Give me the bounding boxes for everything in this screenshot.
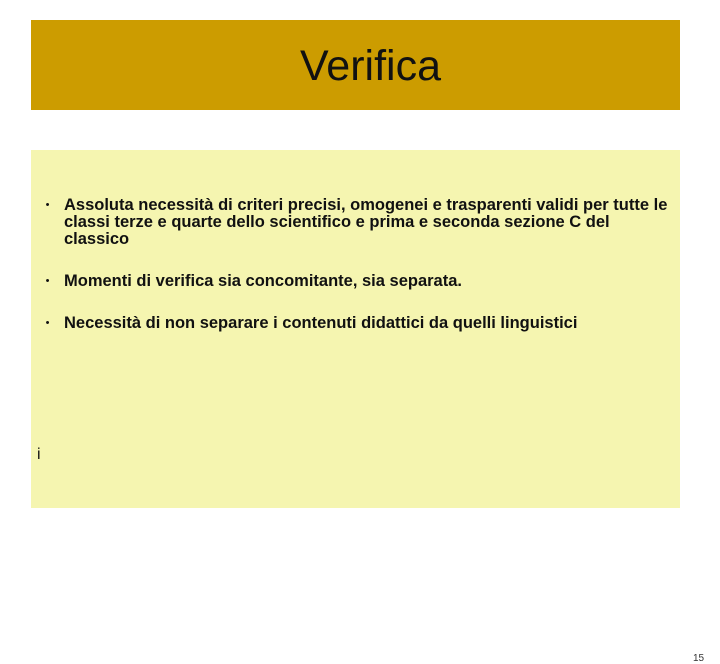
bullet-dot-icon: • <box>45 317 50 329</box>
bullet-text: Necessità di non separare i contenuti didattici da quelli linguistici <box>64 314 578 332</box>
bullet-list <box>31 197 680 332</box>
page-number: 15 <box>693 653 705 664</box>
bullet-item <box>31 315 680 332</box>
bullet-text: Assoluta necessità di criteri precisi, omogenei e trasparenti validi per tutte le classi terze e quarte dello scientifico e prima e seconda sezione C del classico <box>64 196 668 248</box>
bullet-dot-icon: • <box>45 199 50 211</box>
bullet-item <box>31 197 680 248</box>
stray-text: i <box>37 446 41 463</box>
content-box <box>31 150 705 664</box>
bullet-item <box>31 273 680 290</box>
bullet-text: Momenti di verifica sia concomitante, sia separata. <box>64 272 462 290</box>
title-bar <box>31 20 680 110</box>
slide-title: Verifica <box>299 41 441 90</box>
bullet-dot-icon: • <box>45 275 50 287</box>
